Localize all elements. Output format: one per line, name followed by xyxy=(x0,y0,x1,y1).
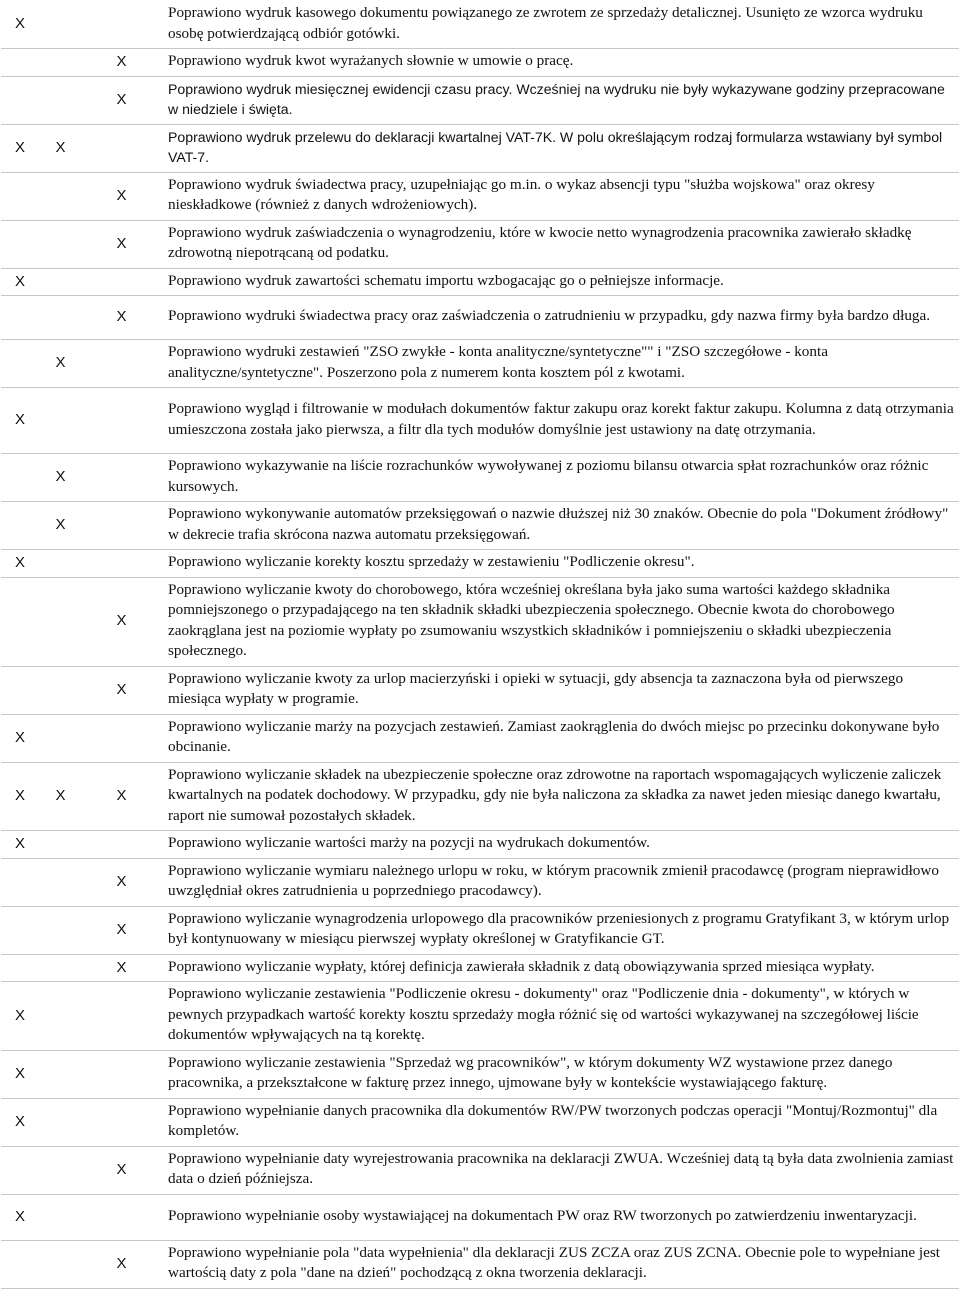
table-row xyxy=(1,388,959,454)
mark-cell-2 xyxy=(39,1194,82,1240)
change-description: Poprawiono wyliczanie kwoty do chorobowego, która wcześniej określana była jako suma wartości każdego składnika pomniejszonego o przypadającego na ten składnik składki ubezpieczenia społecznego. Obecnie kwota do chorobowego zaokrąglana jest na poziomie wypłaty po zsumowaniu wszystkich składników i pomniejszeniu o składki ubezpieczenia społecznego. xyxy=(161,577,959,666)
mark-cell-3 xyxy=(82,1194,161,1240)
mark-cell-3 xyxy=(82,268,161,296)
change-description: Poprawiono wyliczanie wymiaru należnego urlopu w roku, w którym pracownik zmienił pracodawcę (program nieprawidłowo uwzględniał okres zatrudnienia u poprzedniego pracodawcy). xyxy=(161,858,959,906)
mark-cell-3: X xyxy=(82,220,161,268)
mark-cell-1: X xyxy=(1,762,39,831)
changelog-table xyxy=(1,1,959,1289)
mark-cell-1: X xyxy=(1,1050,39,1098)
table-row xyxy=(1,577,959,666)
mark-cell-1 xyxy=(1,220,39,268)
table-row xyxy=(1,982,959,1051)
change-description: Poprawiono wypełnianie danych pracownika dla dokumentów RW/PW tworzonych podczas operacji "Montuj/Rozmontuj" dla kompletów. xyxy=(161,1098,959,1146)
mark-cell-1 xyxy=(1,340,39,388)
mark-cell-2: X xyxy=(39,454,82,502)
mark-cell-2 xyxy=(39,1,82,49)
mark-cell-1: X xyxy=(1,268,39,296)
mark-cell-3 xyxy=(82,454,161,502)
mark-cell-2 xyxy=(39,1240,82,1288)
mark-cell-1 xyxy=(1,502,39,550)
changelog-body xyxy=(1,1,959,1288)
mark-cell-3 xyxy=(82,502,161,550)
change-description: Poprawiono wydruk przelewu do deklaracji kwartalnej VAT-7K. W polu określającym rodzaj formularza wstawiany był symbol VAT-7. xyxy=(161,124,959,172)
table-row xyxy=(1,1146,959,1194)
table-row xyxy=(1,666,959,714)
mark-cell-3: X xyxy=(82,762,161,831)
mark-cell-2 xyxy=(39,666,82,714)
table-row xyxy=(1,1098,959,1146)
change-description: Poprawiono wydruk zawartości schematu importu wzbogacając go o pełniejsze informacje. xyxy=(161,268,959,296)
change-description: Poprawiono wypełnianie pola "data wypełnienia" dla deklaracji ZUS ZCZA oraz ZUS ZCNA. Obecnie pole to wypełniane jest wartością daty z pola "dane na dzień" pochodzącą z okna tworzenia deklaracji. xyxy=(161,1240,959,1288)
mark-cell-1 xyxy=(1,1146,39,1194)
mark-cell-2 xyxy=(39,858,82,906)
table-row xyxy=(1,1,959,49)
change-description: Poprawiono wyliczanie wypłaty, której definicja zawierała składnik z datą obowiązywania sprzed miesiąca wypłaty. xyxy=(161,954,959,982)
change-description: Poprawiono wydruk zaświadczenia o wynagrodzeniu, które w kwocie netto wynagrodzenia pracownika zawierało składkę zdrowotną niepotrącaną od podatku. xyxy=(161,220,959,268)
mark-cell-3: X xyxy=(82,172,161,220)
mark-cell-2 xyxy=(39,906,82,954)
mark-cell-2 xyxy=(39,577,82,666)
mark-cell-1: X xyxy=(1,124,39,172)
mark-cell-3: X xyxy=(82,858,161,906)
mark-cell-2 xyxy=(39,268,82,296)
mark-cell-1: X xyxy=(1,1194,39,1240)
table-row xyxy=(1,1050,959,1098)
change-description: Poprawiono wydruk kasowego dokumentu powiązanego ze zwrotem ze sprzedaży detalicznej. Usunięto ze wzorca wydruku osobę potwierdzającą odbiór gotówki. xyxy=(161,1,959,49)
table-row xyxy=(1,714,959,762)
mark-cell-2: X xyxy=(39,762,82,831)
table-row xyxy=(1,76,959,124)
table-row xyxy=(1,49,959,77)
mark-cell-1 xyxy=(1,954,39,982)
change-description: Poprawiono wydruki świadectwa pracy oraz zaświadczenia o zatrudnieniu w przypadku, gdy nazwa firmy była bardzo długa. xyxy=(161,296,959,340)
mark-cell-3: X xyxy=(82,1240,161,1288)
table-row xyxy=(1,296,959,340)
mark-cell-3 xyxy=(82,388,161,454)
change-description: Poprawiono wydruk kwot wyrażanych słownie w umowie o pracę. xyxy=(161,49,959,77)
mark-cell-3: X xyxy=(82,577,161,666)
mark-cell-1 xyxy=(1,577,39,666)
mark-cell-1 xyxy=(1,454,39,502)
change-description: Poprawiono wyliczanie składek na ubezpieczenie społeczne oraz zdrowotne na raportach wspomagających wyliczenie zaliczek kwartalnych na podatek dochodowy. W przypadku, gdy nie była naliczona za składka za nawet jeden miesiąc danego kwartału, raport nie sumował pozostałych składek. xyxy=(161,762,959,831)
change-description: Poprawiono wyliczanie korekty kosztu sprzedaży w zestawieniu "Podliczenie okresu". xyxy=(161,550,959,578)
change-description: Poprawiono wydruk świadectwa pracy, uzupełniając go m.in. o wykaz absencji typu "służba wojskowa" oraz okresy nieskładkowe (również z danych wdrożeniowych). xyxy=(161,172,959,220)
change-description: Poprawiono wykonywanie automatów przeksięgowań o nazwie dłuższej niż 30 znaków. Obecnie do pola "Dokument źródłowy" w dekrecie trafia skrócona nazwa automatu przeksięgowań. xyxy=(161,502,959,550)
mark-cell-3 xyxy=(82,982,161,1051)
table-row xyxy=(1,124,959,172)
mark-cell-1 xyxy=(1,172,39,220)
mark-cell-1: X xyxy=(1,1,39,49)
change-description: Poprawiono wyliczanie zestawienia "Podliczenie okresu - dokumenty" oraz "Podliczenie dnia - dokumenty", w których w pewnych przypadkach wartość korekty kosztu sprzedaży mogła różnić się od wartości wykazywanej na szczegółowej liście dokumentów wpływających na tą korektę. xyxy=(161,982,959,1051)
mark-cell-3: X xyxy=(82,906,161,954)
change-description: Poprawiono wypełnianie osoby wystawiającej na dokumentach PW oraz RW tworzonych po zatwierdzeniu inwentaryzacji. xyxy=(161,1194,959,1240)
change-description: Poprawiono wyliczanie kwoty za urlop macierzyński i opieki w sytuacji, gdy absencja ta zaznaczona była od pierwszego miesiąca wypłaty w programie. xyxy=(161,666,959,714)
mark-cell-1 xyxy=(1,76,39,124)
mark-cell-2: X xyxy=(39,340,82,388)
table-row xyxy=(1,831,959,859)
mark-cell-1 xyxy=(1,666,39,714)
mark-cell-1: X xyxy=(1,388,39,454)
change-description: Poprawiono wyliczanie wartości marży na pozycji na wydrukach dokumentów. xyxy=(161,831,959,859)
table-row xyxy=(1,340,959,388)
mark-cell-1: X xyxy=(1,1098,39,1146)
mark-cell-2 xyxy=(39,1098,82,1146)
mark-cell-1 xyxy=(1,296,39,340)
mark-cell-1 xyxy=(1,1240,39,1288)
table-row xyxy=(1,858,959,906)
table-row xyxy=(1,550,959,578)
mark-cell-3: X xyxy=(82,76,161,124)
mark-cell-3 xyxy=(82,550,161,578)
mark-cell-2 xyxy=(39,1146,82,1194)
mark-cell-1 xyxy=(1,858,39,906)
mark-cell-2 xyxy=(39,172,82,220)
mark-cell-2: X xyxy=(39,124,82,172)
mark-cell-3: X xyxy=(82,296,161,340)
mark-cell-3 xyxy=(82,340,161,388)
mark-cell-2 xyxy=(39,296,82,340)
table-row xyxy=(1,454,959,502)
change-description: Poprawiono wyliczanie zestawienia "Sprzedaż wg pracowników", w którym dokumenty WZ wystawione przez danego pracownika, a przekształcone w fakturę przez innego, ujmowane były w kontekście wystawiającego fakturę. xyxy=(161,1050,959,1098)
mark-cell-1: X xyxy=(1,982,39,1051)
mark-cell-3: X xyxy=(82,49,161,77)
mark-cell-2 xyxy=(39,550,82,578)
mark-cell-1 xyxy=(1,49,39,77)
mark-cell-2 xyxy=(39,1050,82,1098)
mark-cell-3: X xyxy=(82,1146,161,1194)
table-row xyxy=(1,220,959,268)
mark-cell-3 xyxy=(82,1,161,49)
mark-cell-3 xyxy=(82,831,161,859)
table-row xyxy=(1,906,959,954)
mark-cell-1: X xyxy=(1,831,39,859)
mark-cell-3 xyxy=(82,714,161,762)
change-description: Poprawiono wyliczanie wynagrodzenia urlopowego dla pracowników przeniesionych z programu Gratyfikant 3, w którym urlop był kontynuowany w miesiącu pierwszej wypłaty określonej w Gratyfikancie GT. xyxy=(161,906,959,954)
table-row xyxy=(1,954,959,982)
mark-cell-3 xyxy=(82,1098,161,1146)
mark-cell-2 xyxy=(39,220,82,268)
table-row xyxy=(1,268,959,296)
mark-cell-2: X xyxy=(39,502,82,550)
mark-cell-3: X xyxy=(82,666,161,714)
mark-cell-3 xyxy=(82,1050,161,1098)
table-row xyxy=(1,762,959,831)
mark-cell-2 xyxy=(39,954,82,982)
mark-cell-1: X xyxy=(1,714,39,762)
table-row xyxy=(1,1194,959,1240)
table-row xyxy=(1,502,959,550)
mark-cell-1: X xyxy=(1,550,39,578)
change-description: Poprawiono wyliczanie marży na pozycjach zestawień. Zamiast zaokrąglenia do dwóch miejsc po przecinku dokonywane było obcinanie. xyxy=(161,714,959,762)
mark-cell-2 xyxy=(39,76,82,124)
mark-cell-2 xyxy=(39,49,82,77)
change-description: Poprawiono wypełnianie daty wyrejestrowania pracownika na deklaracji ZWUA. Wcześniej datą tą była data zwolnienia zamiast data o dzień późniejsza. xyxy=(161,1146,959,1194)
change-description: Poprawiono wykazywanie na liście rozrachunków wywoływanej z poziomu bilansu otwarcia spłat rozrachunków oraz różnic kursowych. xyxy=(161,454,959,502)
mark-cell-2 xyxy=(39,714,82,762)
change-description: Poprawiono wygląd i filtrowanie w modułach dokumentów faktur zakupu oraz korekt faktur zakupu. Kolumna z datą otrzymania umieszczona została jako pierwsza, a filtr dla tych modułów domyślnie jest ustawiony na datę otrzymania. xyxy=(161,388,959,454)
table-row xyxy=(1,172,959,220)
change-description: Poprawiono wydruki zestawień "ZSO zwykłe - konta analityczne/syntetyczne"" i "ZSO szczegółowe - konta analityczne/syntetyczne". Poszerzono pola z numerem konta kosztem pól z kwotami. xyxy=(161,340,959,388)
mark-cell-2 xyxy=(39,831,82,859)
mark-cell-3 xyxy=(82,124,161,172)
mark-cell-1 xyxy=(1,906,39,954)
change-description: Poprawiono wydruk miesięcznej ewidencji czasu pracy. Wcześniej na wydruku nie były wykazywane godziny przepracowane w niedziele i święta. xyxy=(161,76,959,124)
mark-cell-3: X xyxy=(82,954,161,982)
table-row xyxy=(1,1240,959,1288)
mark-cell-2 xyxy=(39,982,82,1051)
mark-cell-2 xyxy=(39,388,82,454)
